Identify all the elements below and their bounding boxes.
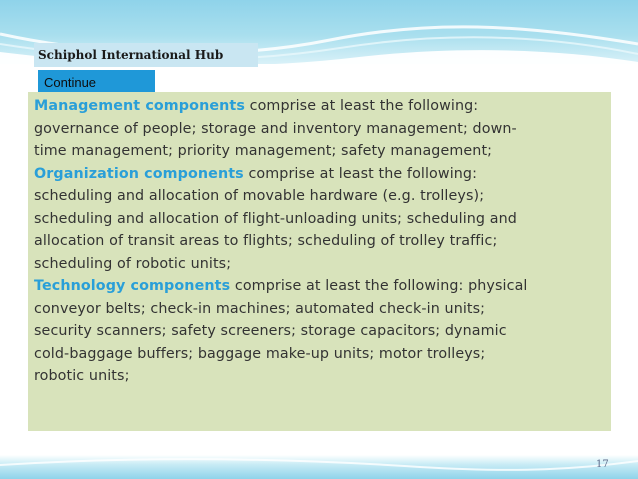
organization-line: allocation of transit areas to flights; scheduling of trolley traffic; bbox=[34, 233, 498, 249]
organization-paragraph bbox=[34, 163, 605, 276]
technology-line: conveyor belts; check-in machines; automated check-in units; bbox=[34, 300, 486, 317]
organization-heading: Organization components bbox=[34, 165, 244, 182]
technology-line: cold-baggage buffers; baggage make-up units; motor trolleys; bbox=[34, 345, 486, 362]
content-box bbox=[28, 92, 611, 431]
organization-lead: comprise at least the following: bbox=[243, 165, 478, 182]
organization-line: scheduling and allocation of movable hardware (e.g. trolleys); bbox=[34, 188, 485, 204]
management-line: governance of people; storage and inventory management; down- bbox=[34, 120, 517, 137]
page-number: 17 bbox=[596, 459, 609, 470]
management-lead: comprise at least the following: bbox=[244, 98, 479, 114]
management-heading: Management components bbox=[34, 98, 245, 114]
continue-label: Continue bbox=[38, 70, 155, 94]
organization-line: scheduling of robotic units; bbox=[34, 255, 232, 272]
management-paragraph bbox=[34, 95, 605, 163]
technology-line: robotic units; bbox=[34, 368, 130, 384]
bottom-wave-decoration bbox=[0, 455, 638, 479]
technology-lead: comprise at least the following: physical bbox=[230, 278, 528, 294]
management-line: time management; priority management; safety management; bbox=[34, 143, 493, 159]
technology-paragraph bbox=[34, 275, 605, 388]
technology-heading: Technology components bbox=[34, 278, 231, 294]
technology-line: security scanners; safety screeners; storage capacitors; dynamic bbox=[34, 323, 507, 339]
slide-title-label: Schiphol International Hub bbox=[34, 43, 258, 67]
organization-line: scheduling and allocation of flight-unloading units; scheduling and bbox=[34, 210, 517, 227]
